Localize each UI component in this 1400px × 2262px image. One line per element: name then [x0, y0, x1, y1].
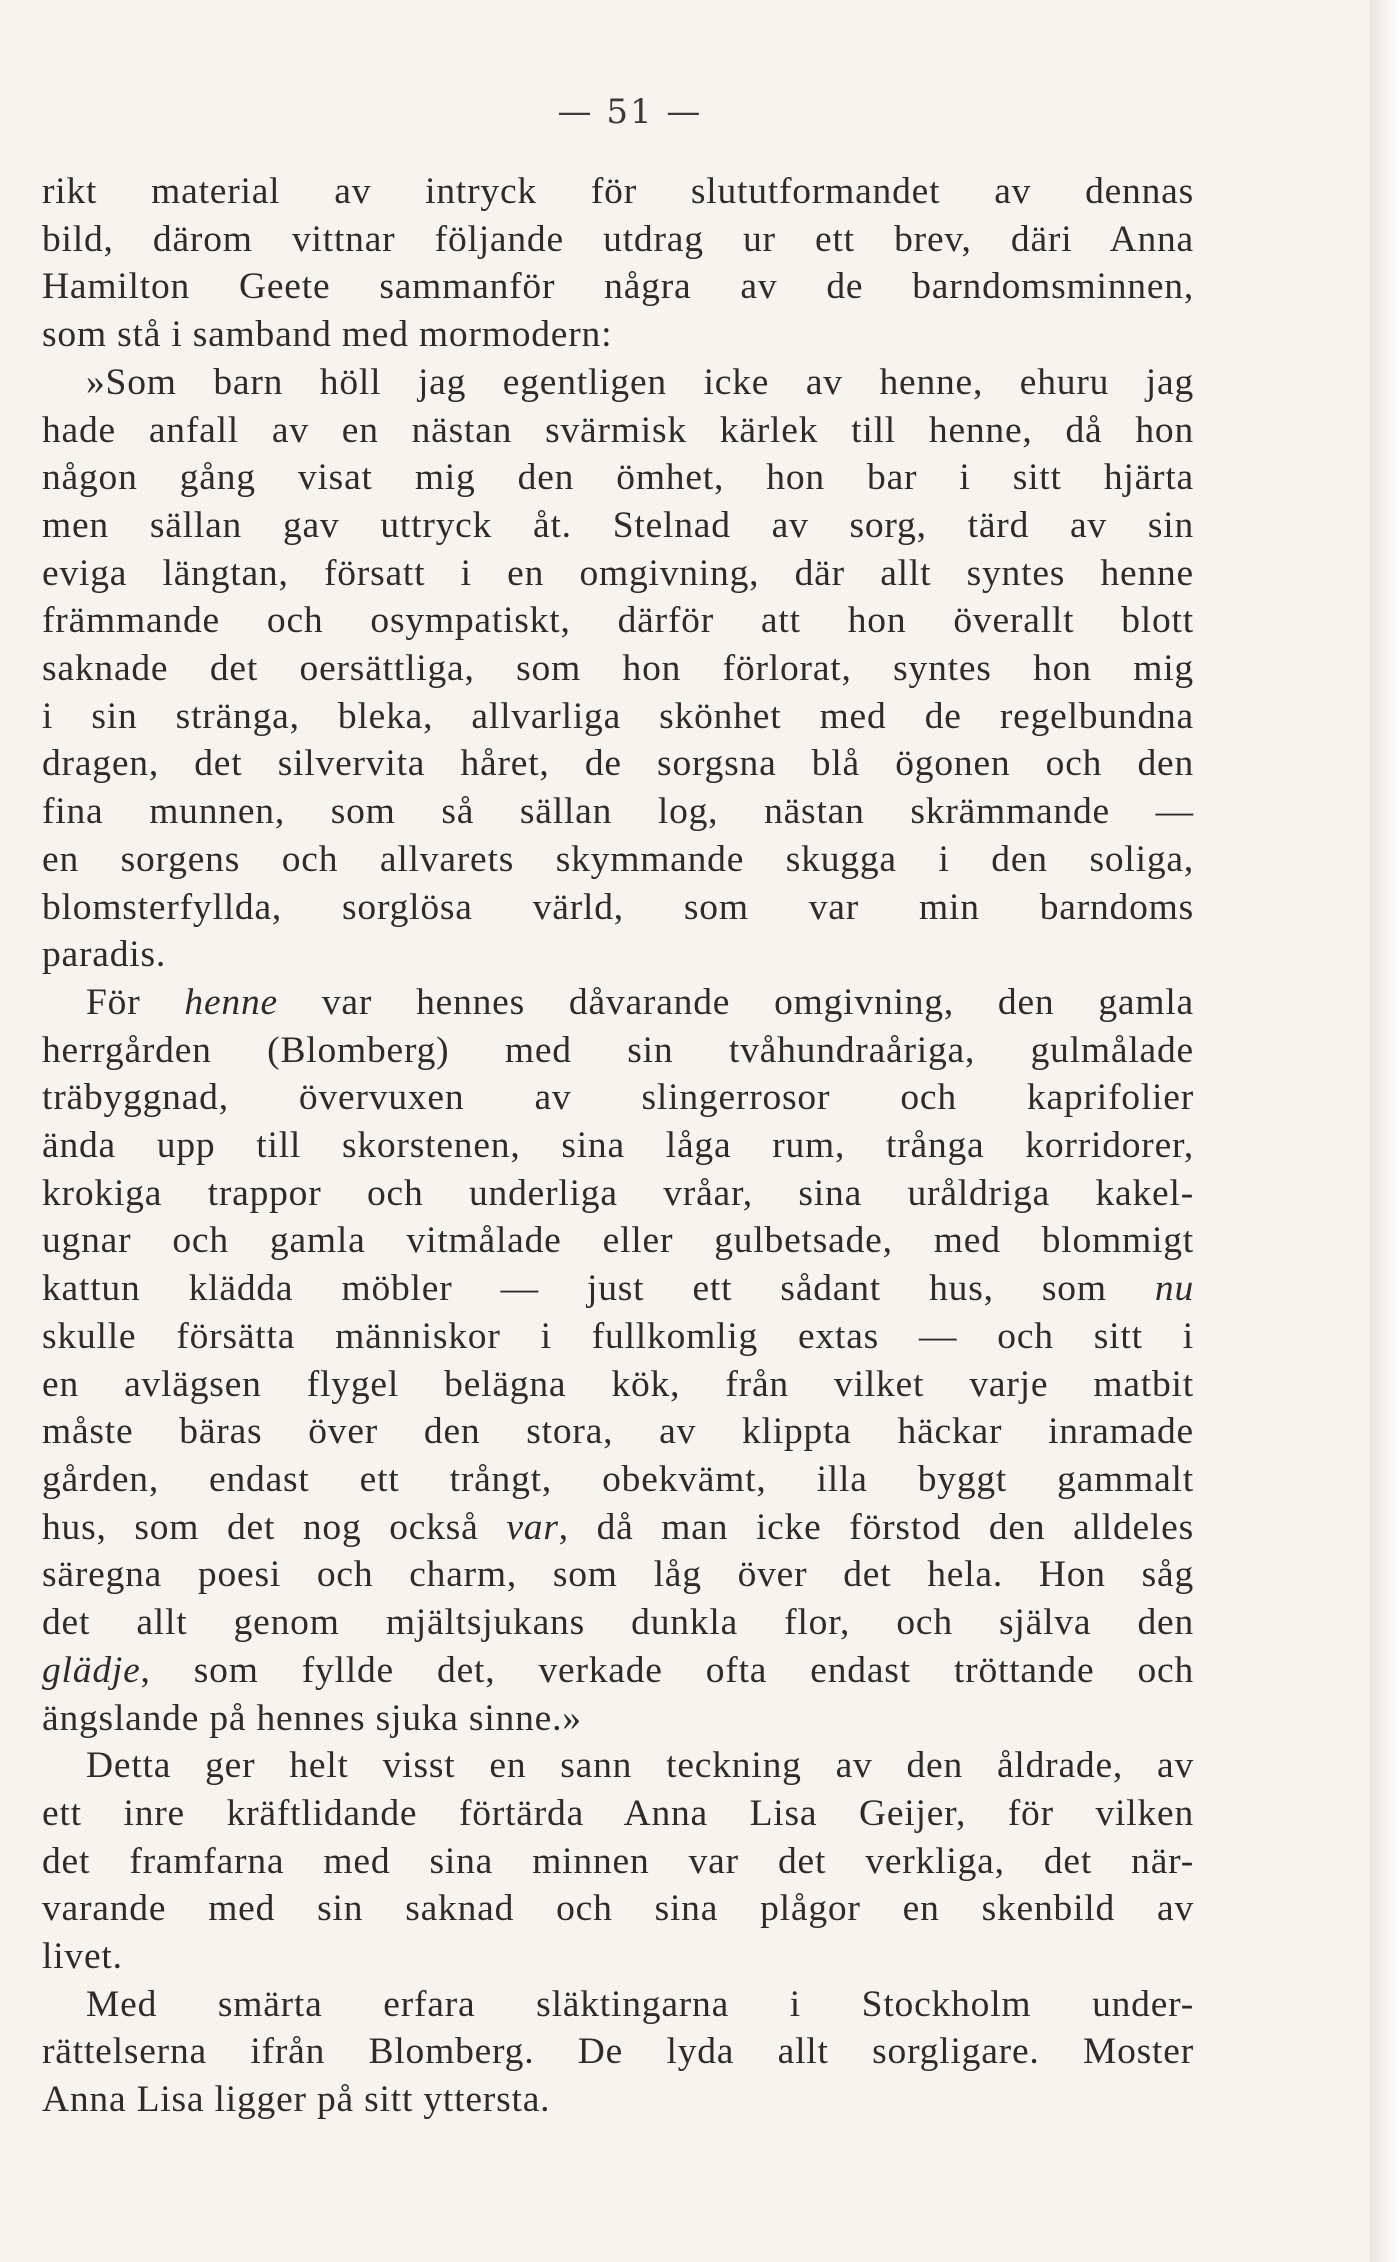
text-line: främmande och osympatiskt, därför att hon överallt blott: [42, 600, 1194, 642]
text-line: krokiga trappor och underliga vråar, sina uråldriga kakel-: [42, 1172, 1194, 1214]
italic-word: var: [506, 1506, 559, 1548]
text-line: Hamilton Geete sammanför några av de barndomsminnen,: [42, 266, 1194, 308]
text-line: herrgården (Blomberg) med sin tvåhundraåriga, gulmålade: [42, 1029, 1194, 1071]
text-line: som stå i samband med mormodern:: [42, 314, 613, 356]
text-line: en sorgens och allvarets skymmande skugga i den soliga,: [42, 838, 1194, 880]
text-line: Med smärta erfara släktingarna i Stockholm under-: [86, 1983, 1194, 2025]
text-line: Detta ger helt visst en sann teckning av den åldrade, av: [86, 1745, 1194, 1787]
text-line: rikt material av intryck för slututformandet av dennas: [42, 171, 1194, 212]
text-line: gården, endast ett trångt, obekvämt, illa byggt gammalt: [42, 1458, 1194, 1500]
text-line: träbyggnad, övervuxen av slingerrosor och kaprifolier: [42, 1077, 1194, 1119]
text-line: hade anfall av en nästan svärmisk kärlek till henne, då hon: [42, 409, 1194, 451]
italic-word: henne: [184, 981, 278, 1023]
text-line: skulle försätta människor i fullkomlig extas — och sitt i: [42, 1315, 1194, 1357]
text-line: i sin stränga, bleka, allvarliga skönhet med de regelbundna: [42, 695, 1194, 737]
page-edge: [1370, 0, 1400, 2262]
text-line: det allt genom mjältsjukans dunkla flor, och själva den: [42, 1602, 1194, 1644]
italic-word: glädje: [42, 1649, 141, 1691]
text-line: rättelserna ifrån Blomberg. De lyda allt sorgligare. Moster: [42, 2031, 1194, 2073]
text-line: glädje, som fyllde det, verkade ofta endast tröttande och: [42, 1649, 1194, 1691]
text-line: dragen, det silvervita håret, de sorgsna blå ögonen och den: [42, 743, 1194, 785]
text-line: ett inre kräftlidande förtärda Anna Lisa Geijer, för vilken: [42, 1792, 1194, 1834]
text-line: blomsterfyllda, sorglösa värld, som var min barndoms: [42, 886, 1194, 928]
text-line: kattun klädda möbler — just ett sådant hus, som nu: [42, 1268, 1194, 1310]
text-line: För henne var hennes dåvarande omgivning, den gamla: [86, 981, 1194, 1023]
text-line: livet.: [42, 1936, 123, 1978]
text-line: säregna poesi och charm, som låg över det hela. Hon såg: [42, 1554, 1194, 1596]
text-line: saknade det oersättliga, som hon förlorat, syntes hon mig: [42, 648, 1194, 690]
text-line: fina munnen, som så sällan log, nästan skrämmande —: [42, 791, 1194, 833]
text-line: varande med sin saknad och sina plågor en skenbild av: [42, 1888, 1194, 1930]
text-line: paradis.: [42, 934, 167, 976]
text-line: »Som barn höll jag egentligen icke av henne, ehuru jag: [86, 361, 1194, 403]
text-line: någon gång visat mig den ömhet, hon bar i sitt hjärta: [42, 457, 1194, 499]
page-number: — 51 —: [557, 92, 703, 132]
text-line: ända upp till skorstenen, sina låga rum, trånga korridorer,: [42, 1125, 1194, 1167]
italic-word: nu: [1154, 1268, 1194, 1310]
text-line: hus, som det nog också var, då man icke förstod den alldeles: [42, 1506, 1195, 1548]
body-text: [42, 168, 1194, 2124]
text-line: ugnar och gamla vitmålade eller gulbetsade, med blommigt: [42, 1220, 1194, 1262]
text-line: måste bäras över den stora, av klippta häckar inramade: [42, 1411, 1194, 1453]
text-line: eviga längtan, försatt i en omgivning, där allt syntes henne: [42, 552, 1194, 594]
text-line: en avlägsen flygel belägna kök, från vilket varje matbit: [42, 1363, 1194, 1405]
text-line: Anna Lisa ligger på sitt yttersta.: [42, 2079, 551, 2121]
text-line: bild, därom vittnar följande utdrag ur ett brev, däri Anna: [42, 218, 1194, 260]
text-line: men sällan gav uttryck åt. Stelnad av sorg, tärd av sin: [42, 504, 1194, 546]
text-line: ängslande på hennes sjuka sinne.»: [42, 1697, 582, 1739]
text-line: det framfarna med sina minnen var det verkliga, det när-: [42, 1840, 1194, 1882]
